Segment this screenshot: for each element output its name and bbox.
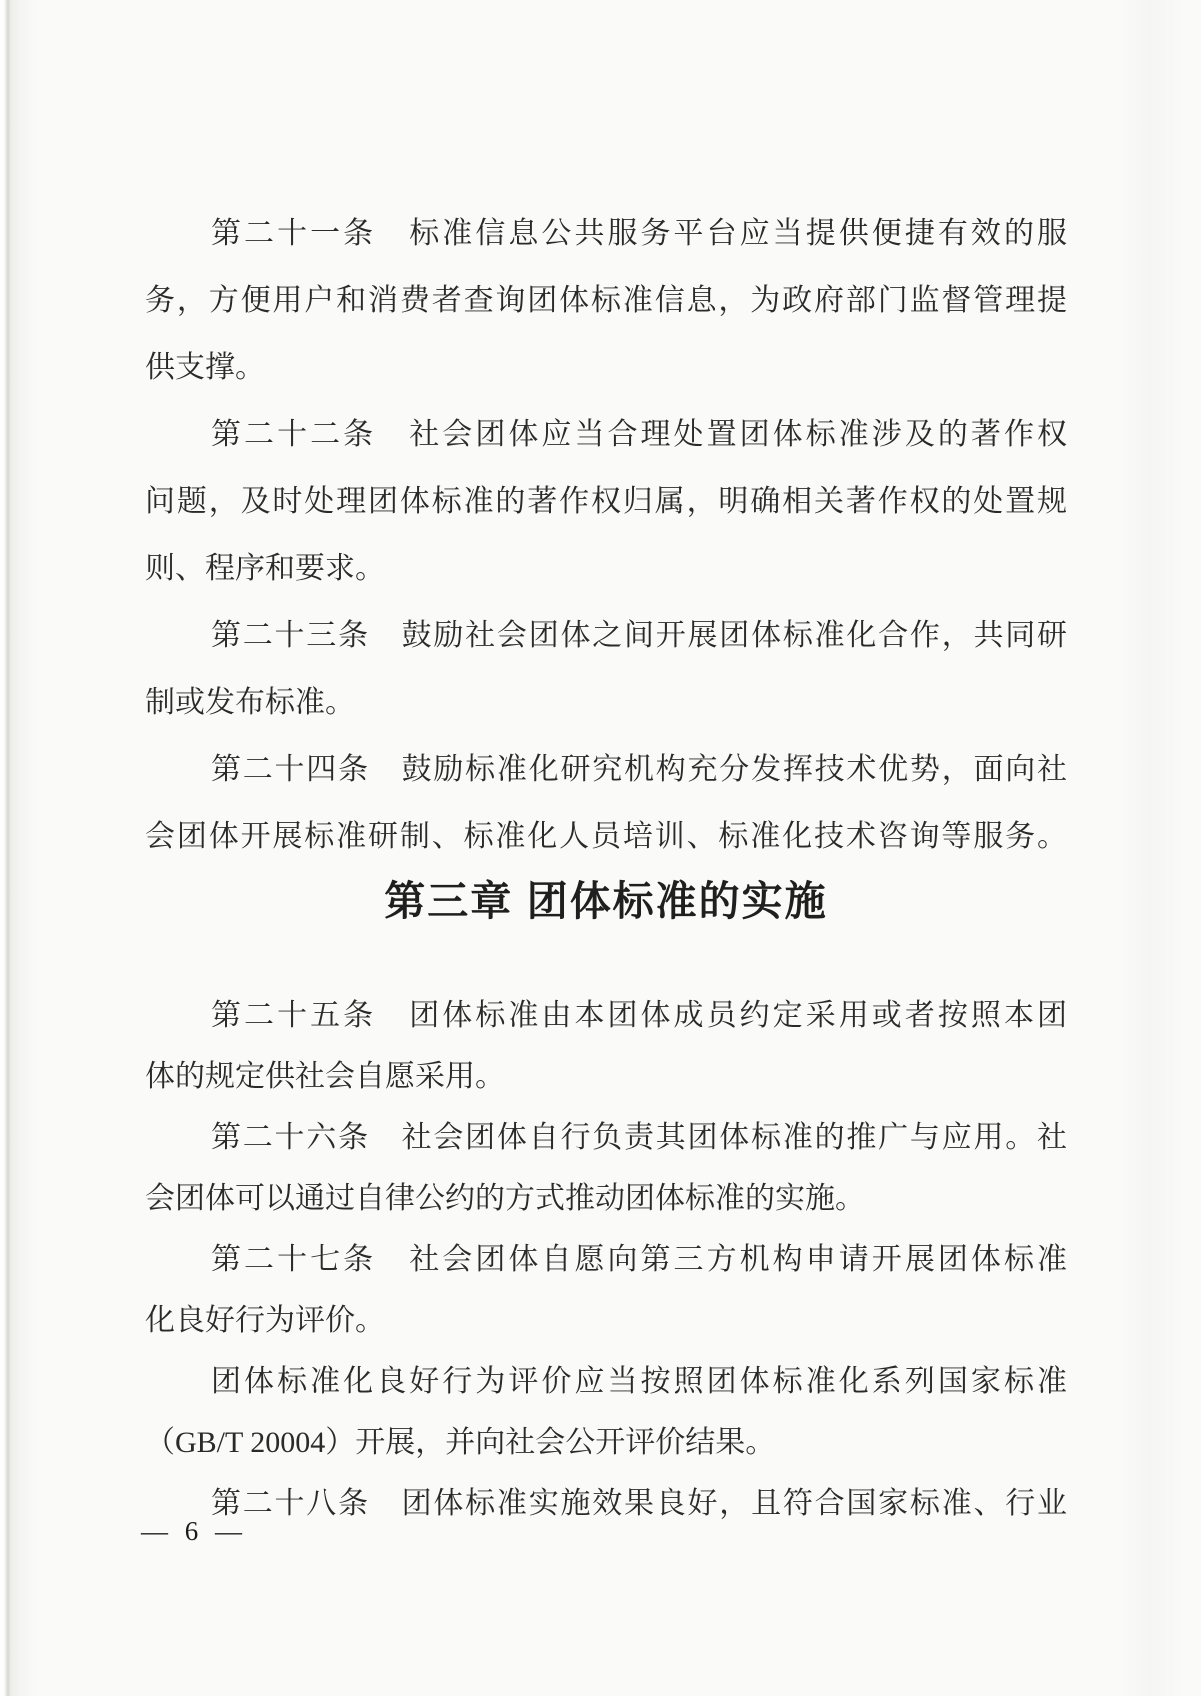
article-27-paragraph: [145, 1229, 1067, 1351]
text-line: 团体标准化良好行为评价应当按照团体标准化系列国家标准: [211, 1365, 1067, 1398]
text-line: 务，方便用户和消费者查询团体标准信息，为政府部门监督管理提: [145, 284, 1067, 317]
article-22-paragraph: [145, 401, 1067, 602]
article-25-paragraph: [145, 985, 1067, 1107]
text-line: 体的规定供社会自愿采用。: [145, 1060, 505, 1093]
text-line: 制或发布标准。: [145, 686, 355, 719]
text-line: 化良好行为评价。: [145, 1304, 385, 1337]
text-line: 第二十四条 鼓励标准化研究机构充分发挥技术优势，面向社: [211, 753, 1067, 786]
text-line: 问题，及时处理团体标准的著作权归属，明确相关著作权的处置规: [145, 485, 1067, 518]
text-line: 第二十三条 鼓励社会团体之间开展团体标准化合作，共同研: [211, 619, 1067, 652]
text-line: 第二十二条 社会团体应当合理处置团体标准涉及的著作权: [211, 418, 1067, 451]
text-line: 会团体开展标准研制、标准化人员培训、标准化技术咨询等服务。: [145, 820, 1067, 853]
text-line: 则、程序和要求。: [145, 552, 385, 585]
text-line: （GB/T 20004）开展，并向社会公开评价结果。: [145, 1426, 776, 1459]
text-line: 第二十六条 社会团体自行负责其团体标准的推广与应用。社: [211, 1121, 1067, 1154]
page-number: — 6 —: [141, 1516, 247, 1546]
text-line: 第二十七条 社会团体自愿向第三方机构申请开展团体标准: [211, 1243, 1067, 1276]
text-line: 第二十八条 团体标准实施效果良好，且符合国家标准、行业: [211, 1487, 1067, 1520]
section-lower: [145, 985, 1067, 1534]
article-27-second-paragraph: [145, 1351, 1067, 1473]
chapter-heading: 第三章 团体标准的实施: [384, 878, 828, 924]
text-line: 第二十五条 团体标准由本团体成员约定采用或者按照本团: [211, 999, 1067, 1032]
article-28-paragraph: [145, 1473, 1067, 1534]
text-line: 第二十一条 标准信息公共服务平台应当提供便捷有效的服: [211, 217, 1067, 250]
section-upper: [145, 200, 1067, 870]
text-line: 供支撑。: [145, 351, 265, 384]
text-line: 会团体可以通过自律公约的方式推动团体标准的实施。: [145, 1182, 865, 1215]
article-26-paragraph: [145, 1107, 1067, 1229]
article-23-paragraph: [145, 602, 1067, 736]
article-24-paragraph: [145, 736, 1067, 870]
article-21-paragraph: [145, 200, 1067, 401]
